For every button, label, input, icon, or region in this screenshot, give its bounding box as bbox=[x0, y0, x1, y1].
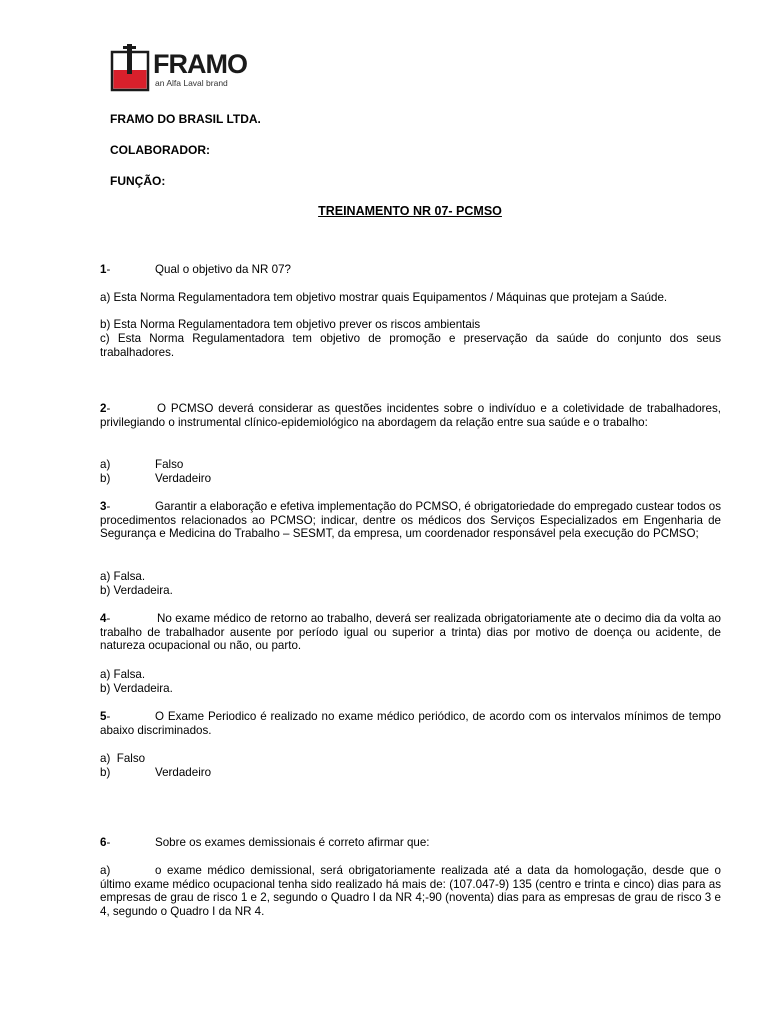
question-text: Qual o objetivo da NR 07? bbox=[155, 263, 291, 276]
question-number: 1 bbox=[100, 263, 107, 276]
company-name: FRAMO DO BRASIL LTDA. bbox=[110, 112, 261, 126]
framo-logo-mark-icon bbox=[110, 44, 152, 92]
logo-tagline: an Alfa Laval brand bbox=[155, 78, 228, 88]
question-3-option-a: a) Falsa. bbox=[100, 570, 146, 583]
question-1-option-a: a) Esta Norma Regulamentadora tem objetivo mostrar quais Equipamentos / Máquinas que protejam a Saúde. bbox=[100, 291, 668, 304]
question-number: 2 bbox=[100, 402, 107, 415]
question-1-option-b: b) Esta Norma Regulamentadora tem objetivo prever os riscos ambientais bbox=[100, 318, 481, 331]
question-2: 2- O PCMSO deverá considerar as questões incidentes sobre o indivíduo e a coletividade de trabalhadores, privilegiando o instrumental clínico-epidemiológico na abordagem da relação entre sua saúde e o trabalho: bbox=[100, 402, 721, 429]
question-4-option-b: b) Verdadeira. bbox=[100, 682, 173, 695]
question-number: 3 bbox=[100, 500, 107, 513]
document-title: TREINAMENTO NR 07- PCMSO bbox=[318, 204, 502, 218]
question-5-option-a: a) Falso bbox=[100, 752, 146, 765]
question-number: 4 bbox=[100, 612, 107, 625]
question-5-option-b: b) Verdadeiro bbox=[100, 766, 212, 779]
question-5: 5- O Exame Periodico é realizado no exame médico periódico, de acordo com os intervalos mínimos de tempo abaixo discriminados. bbox=[100, 710, 721, 737]
framo-logo bbox=[110, 44, 247, 94]
question-number: 6 bbox=[100, 836, 107, 849]
question-number: 5 bbox=[100, 710, 107, 723]
question-3: 3- Garantir a elaboração e efetiva implementação do PCMSO, é obrigatoriedade do empregado custear todos os procedimentos relacionados ao PCMSO; indicar, dentre os médicos dos Serviços Especializados em Engenharia de Segurança e Medicina do Trabalho – SESMT, da empresa, um coordenador responsável pela execução do PCMSO; bbox=[100, 500, 721, 541]
question-text: O Exame Periodico é realizado no exame médico periódico, de acordo com os intervalos mínimos de tempo abaixo discriminados. bbox=[100, 710, 721, 737]
question-2-option-b: b) Verdadeiro bbox=[100, 472, 212, 485]
collaborator-label: COLABORADOR: bbox=[110, 143, 210, 157]
question-3-option-b: b) Verdadeira. bbox=[100, 584, 173, 597]
question-6: 6- Sobre os exames demissionais é correto afirmar que: bbox=[100, 836, 430, 849]
question-2-option-a: a) Falso bbox=[100, 458, 184, 471]
role-label: FUNÇÃO: bbox=[110, 174, 166, 188]
question-text: Sobre os exames demissionais é correto afirmar que: bbox=[155, 836, 430, 849]
question-1-option-c: c) Esta Norma Regulamentadora tem objetivo de promoção e preservação da saúde do conjunto dos seus trabalhadores. bbox=[100, 332, 721, 359]
question-1: 1- Qual o objetivo da NR 07? bbox=[100, 263, 291, 276]
question-6-option-a: a) o exame médico demissional, será obrigatoriamente realizada até a data da homologação, desde que o último exame médico ocupacional tenha sido realizado há mais de: (107.047-9) 135 (centro e trinta e cinco) dias para as empresas de grau de risco 1 e 2, segundo o Quadro I da NR 4;-90 (noventa) dias para as empresas de grau de risco 3 e 4, segundo o Quadro I da NR 4. bbox=[100, 864, 721, 918]
question-text: O PCMSO deverá considerar as questões incidentes sobre o indivíduo e a coletividade de trabalhadores, privilegiando o instrumental clínico-epidemiológico na abordagem da relação entre sua saúde e o trabalho: bbox=[100, 402, 721, 429]
question-4-option-a: a) Falsa. bbox=[100, 668, 146, 681]
logo-wordmark: FRAMO bbox=[153, 49, 247, 79]
question-text: No exame médico de retorno ao trabalho, deverá ser realizada obrigatoriamente ate o decimo dia da volta ao trabalho de trabalhador ausente por período igual ou superior a trinta) dias por motivo de doença ou acidente, de natureza ocupacional ou não, ou parto. bbox=[100, 612, 721, 653]
question-4: 4- No exame médico de retorno ao trabalho, deverá ser realizada obrigatoriamente ate o decimo dia da volta ao trabalho de trabalhador ausente por período igual ou superior a trinta) dias por motivo de doença ou acidente, de natureza ocupacional ou não, ou parto. bbox=[100, 612, 721, 653]
question-text: Garantir a elaboração e efetiva implementação do PCMSO, é obrigatoriedade do empregado custear todos os procedimentos relacionados ao PCMSO; indicar, dentre os médicos dos Serviços Especializados em Engenharia de Segurança e Medicina do Trabalho – SESMT, da empresa, um coordenador responsável pela execução do PCMSO; bbox=[100, 500, 721, 541]
